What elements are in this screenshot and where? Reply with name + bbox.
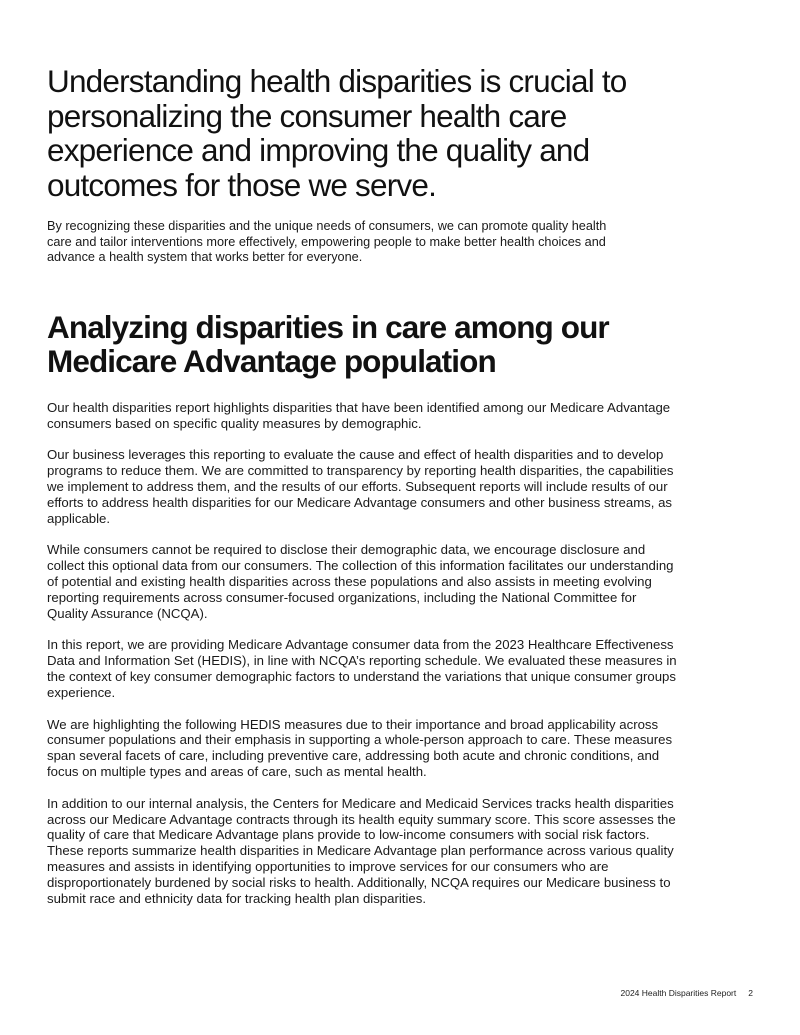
section-heading: Analyzing disparities in care among our Medicare Advantage population [47,308,609,379]
body-paragraph: In this report, we are providing Medicare Advantage consumer data from the 2023 Healthcare Effectiveness Data and Information Set (HEDIS), in line with NCQA’s reporting schedule. We evaluated these measures in the context of key consumer demographic factors to understand the variations that unique consumer groups experience. [47,637,677,700]
body-paragraph: We are highlighting the following HEDIS measures due to their importance and broad applicability across consumer populations and their emphasis in supporting a whole-person approach to care. These measures span several facets of care, including preventive care, addressing both acute and chronic conditions, and focus on multiple types and areas of care, such as mental health. [47,716,673,779]
page-footer [621,988,754,998]
lead-heading: Understanding health disparities is crucial to personalizing the consumer health care experience and improving the quality and outcomes for those we serve. [47,63,627,203]
section-body [47,400,677,907]
page-number: 2 [748,988,753,998]
body-paragraph: While consumers cannot be required to disclose their demographic data, we encourage disclosure and collect this optional data from our consumers. The collection of this information facilitates our understanding of potential and existing health disparities across these populations and also assists in meeting evolving reporting requirements across consumer-focused organizations, including the National Committee for Quality Assurance (NCQA). [47,542,674,621]
body-paragraph: Our health disparities report highlights disparities that have been identified among our Medicare Advantage consumers based on specific quality measures by demographic. [47,399,671,431]
page-content [47,64,677,922]
lead-intro-paragraph: By recognizing these disparities and the unique needs of consumers, we can promote quality health care and tailor interventions more effectively, empowering people to make better health choices and advance a health system that works better for everyone. [47,219,607,265]
body-paragraph: In addition to our internal analysis, the Centers for Medicare and Medicaid Services tracks health disparities across our Medicare Advantage contracts through its health equity summary score. This score assesses the quality of care that Medicare Advantage plans provide to low-income consumers with social risk factors. These reports summarize health disparities in Medicare Advantage plan performance across various quality measures and assists in identifying opportunities to improve services for our consumers who are disproportionately burdened by social risks to health. Additionally, NCQA requires our Medicare business to submit race and ethnicity data for tracking health plan disparities. [47,795,676,906]
body-paragraph: Our business leverages this reporting to evaluate the cause and effect of health disparities and to develop programs to reduce them. We are committed to transparency by reporting health disparities, the capabilities we implement to address them, and the results of our efforts. Subsequent reports will include results of our efforts to address health disparities for our Medicare Advantage consumers and other business streams, as applicable. [47,447,674,526]
footer-report-title: 2024 Health Disparities Report [620,988,737,998]
